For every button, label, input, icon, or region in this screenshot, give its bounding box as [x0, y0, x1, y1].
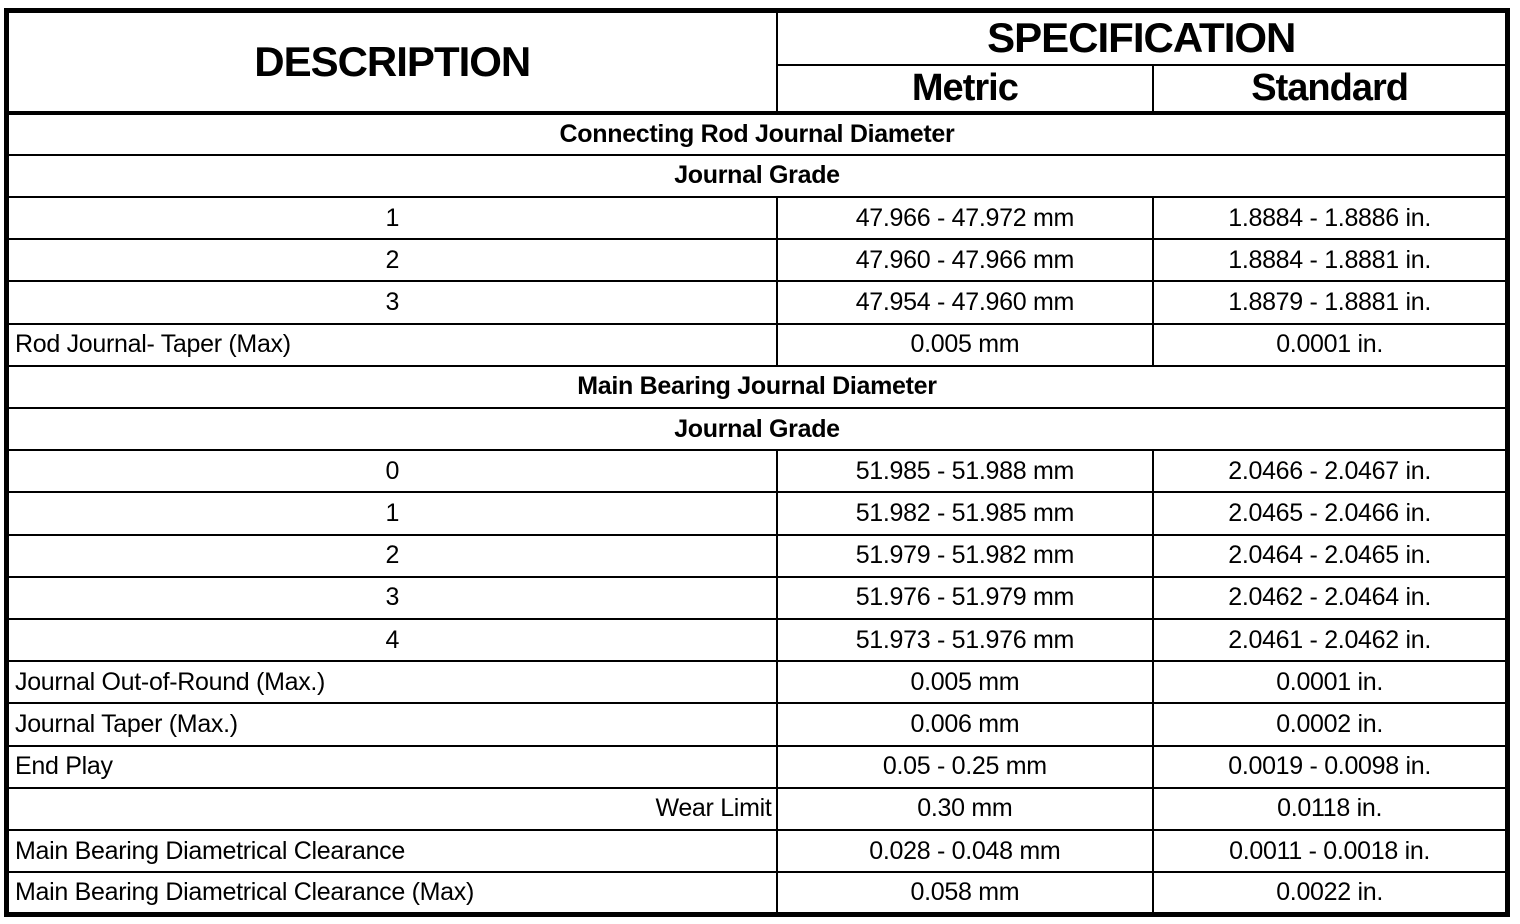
description-cell: Rod Journal- Taper (Max): [7, 324, 777, 366]
table-row: [7, 450, 1508, 492]
section-row: [7, 408, 1508, 450]
table-row: [7, 535, 1508, 577]
table-body: [7, 113, 1508, 915]
column-header-specification: SPECIFICATION: [777, 11, 1508, 65]
table-row: [7, 197, 1508, 239]
table-header: [7, 11, 1508, 113]
table-row: [7, 746, 1508, 788]
metric-value-cell: 0.30 mm: [777, 788, 1154, 830]
description-cell: 3: [7, 577, 777, 619]
standard-value-cell: 0.0022 in.: [1153, 872, 1507, 914]
section-title: Main Bearing Journal Diameter: [7, 366, 1508, 408]
metric-value-cell: 51.976 - 51.979 mm: [777, 577, 1154, 619]
table-row: [7, 830, 1508, 872]
metric-value-cell: 0.005 mm: [777, 661, 1154, 703]
table-row: [7, 492, 1508, 534]
standard-value-cell: 0.0011 - 0.0018 in.: [1153, 830, 1507, 872]
metric-value-cell: 0.005 mm: [777, 324, 1154, 366]
description-cell: 1: [7, 197, 777, 239]
standard-value-cell: 1.8884 - 1.8886 in.: [1153, 197, 1507, 239]
table-row: [7, 661, 1508, 703]
standard-value-cell: 2.0462 - 2.0464 in.: [1153, 577, 1507, 619]
standard-value-cell: 1.8884 - 1.8881 in.: [1153, 239, 1507, 281]
metric-value-cell: 51.985 - 51.988 mm: [777, 450, 1154, 492]
table-row: [7, 619, 1508, 661]
table-row: [7, 577, 1508, 619]
metric-value-cell: 0.05 - 0.25 mm: [777, 746, 1154, 788]
standard-value-cell: 2.0461 - 2.0462 in.: [1153, 619, 1507, 661]
description-cell: 3: [7, 281, 777, 323]
section-title: Journal Grade: [7, 155, 1508, 197]
description-cell: Main Bearing Diametrical Clearance (Max): [7, 872, 777, 914]
table-row: [7, 324, 1508, 366]
table-row: [7, 281, 1508, 323]
description-cell: 2: [7, 535, 777, 577]
description-cell: 1: [7, 492, 777, 534]
standard-value-cell: 0.0118 in.: [1153, 788, 1507, 830]
metric-value-cell: 51.979 - 51.982 mm: [777, 535, 1154, 577]
description-cell: End Play: [7, 746, 777, 788]
description-cell: Journal Out-of-Round (Max.): [7, 661, 777, 703]
section-title: Connecting Rod Journal Diameter: [7, 113, 1508, 155]
metric-value-cell: 51.973 - 51.976 mm: [777, 619, 1154, 661]
table-row: [7, 239, 1508, 281]
section-title: Journal Grade: [7, 408, 1508, 450]
table-row: [7, 872, 1508, 914]
standard-value-cell: 2.0464 - 2.0465 in.: [1153, 535, 1507, 577]
column-header-metric: Metric: [777, 65, 1154, 113]
description-cell: 0: [7, 450, 777, 492]
header-row-top: [7, 11, 1508, 65]
column-header-standard: Standard: [1153, 65, 1507, 113]
standard-value-cell: 0.0019 - 0.0098 in.: [1153, 746, 1507, 788]
metric-value-cell: 47.954 - 47.960 mm: [777, 281, 1154, 323]
description-cell: 4: [7, 619, 777, 661]
metric-value-cell: 0.006 mm: [777, 703, 1154, 745]
standard-value-cell: 2.0466 - 2.0467 in.: [1153, 450, 1507, 492]
section-row: [7, 155, 1508, 197]
standard-value-cell: 0.0001 in.: [1153, 324, 1507, 366]
standard-value-cell: 1.8879 - 1.8881 in.: [1153, 281, 1507, 323]
description-cell: Wear Limit: [7, 788, 777, 830]
description-cell: Main Bearing Diametrical Clearance: [7, 830, 777, 872]
standard-value-cell: 0.0002 in.: [1153, 703, 1507, 745]
specification-table: [4, 8, 1510, 917]
metric-value-cell: 51.982 - 51.985 mm: [777, 492, 1154, 534]
table-row: [7, 703, 1508, 745]
metric-value-cell: 0.028 - 0.048 mm: [777, 830, 1154, 872]
metric-value-cell: 0.058 mm: [777, 872, 1154, 914]
section-row: [7, 113, 1508, 155]
standard-value-cell: 0.0001 in.: [1153, 661, 1507, 703]
description-cell: Journal Taper (Max.): [7, 703, 777, 745]
standard-value-cell: 2.0465 - 2.0466 in.: [1153, 492, 1507, 534]
description-cell: 2: [7, 239, 777, 281]
metric-value-cell: 47.966 - 47.972 mm: [777, 197, 1154, 239]
table-row: [7, 788, 1508, 830]
column-header-description: DESCRIPTION: [7, 11, 777, 113]
section-row: [7, 366, 1508, 408]
metric-value-cell: 47.960 - 47.966 mm: [777, 239, 1154, 281]
